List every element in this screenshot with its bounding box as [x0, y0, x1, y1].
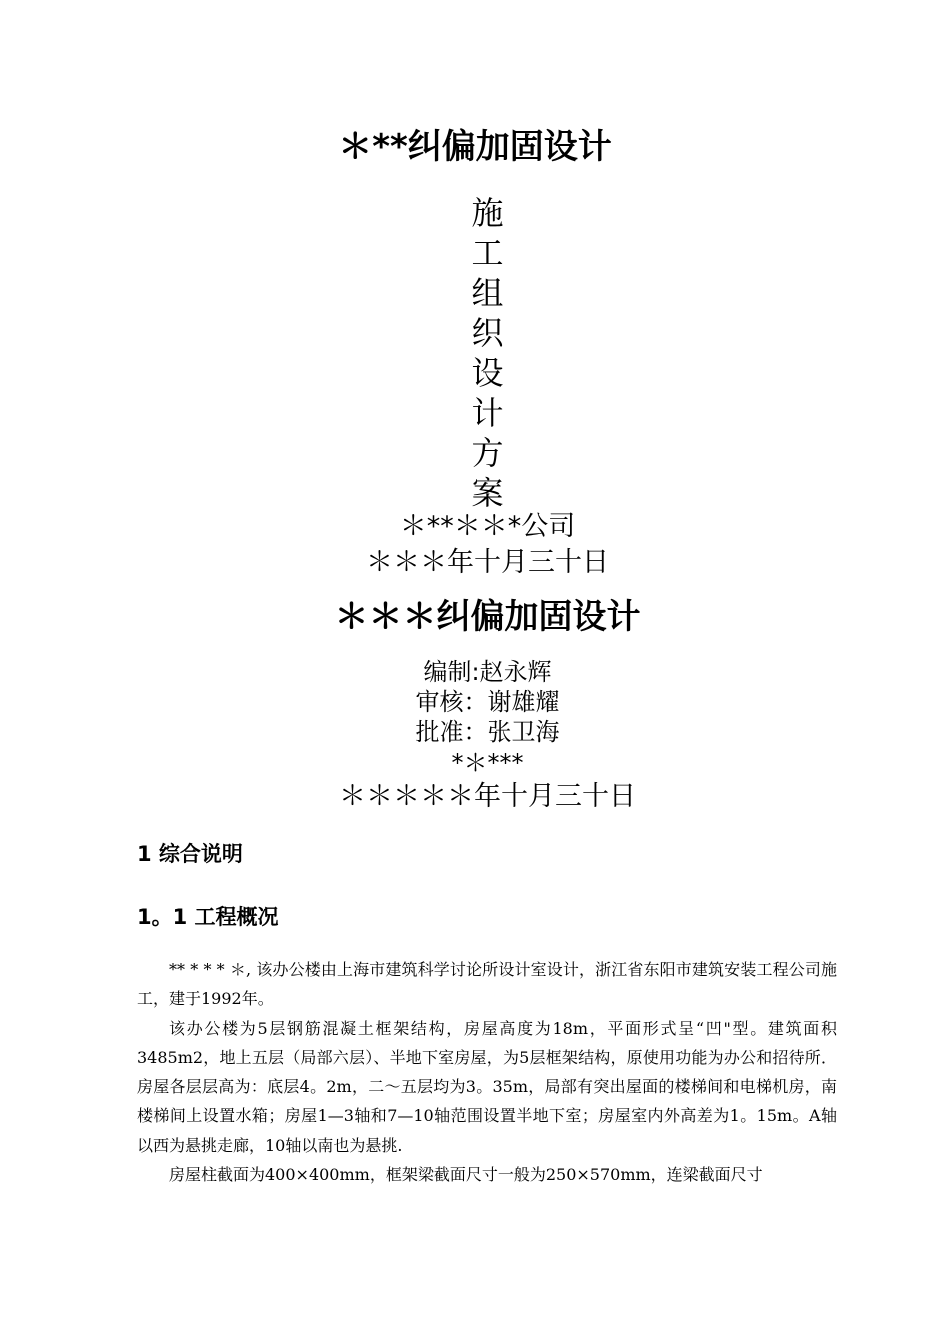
editor-credit: 编制:赵永辉: [423, 658, 552, 686]
main-title: ＊**纠偏加固设计: [338, 127, 612, 167]
vertical-title-char: 施: [471, 194, 504, 232]
second-title: ＊＊＊纠偏加固设计: [334, 597, 641, 637]
reviewer-credit: 审核：谢雄耀: [415, 688, 560, 716]
vertical-title: [0, 193, 950, 513]
vertical-title-char: 计: [471, 394, 504, 432]
paragraph: 房屋柱截面为400×400mm，框架梁截面尺寸一般为250×570mm，连梁截面尺寸: [169, 1165, 763, 1185]
paragraph: ** * * * ＊, 该办公楼由上海市建筑科学讨论所设计室设计，浙江省东阳市建筑安装工程公司施工，建于1992年。: [137, 960, 837, 1009]
document-code: *＊***: [451, 749, 524, 777]
vertical-title-char: 方: [471, 434, 504, 472]
body-text: [137, 955, 837, 1189]
section-heading: 1 综合说明: [137, 842, 243, 866]
vertical-title-char: 工: [471, 234, 504, 272]
company-name: ＊**＊＊*公司: [399, 511, 576, 542]
vertical-title-char: 设: [471, 354, 504, 392]
cover-date: ＊＊＊年十月三十日: [366, 547, 609, 578]
vertical-title-char: 织: [471, 314, 504, 352]
vertical-title-char: 组: [471, 274, 504, 312]
vertical-title-char: 案: [471, 474, 504, 512]
document-date: ＊＊＊＊＊年十月三十日: [339, 781, 636, 812]
approver-credit: 批准：张卫海: [415, 718, 560, 746]
subsection-heading: 1。1 工程概况: [137, 905, 279, 929]
paragraph: 该办公楼为5层钢筋混凝土框架结构，房屋高度为18m，平面形式呈“凹"型。建筑面积3485m2，地上五层（局部六层）、半地下室房屋，为5层框架结构，原使用功能为办公和招待所．房屋各层层高为：底层4。2m，二～五层均为3。35m，局部有突出屋面的楼梯间和电梯机房，南楼梯间上设置水箱；房屋1—3轴和7—10轴范围设置半地下室；房屋室内外高差为1。15m。A轴以西为悬挑走廊，10轴以南也为悬挑.: [137, 1018, 837, 1155]
